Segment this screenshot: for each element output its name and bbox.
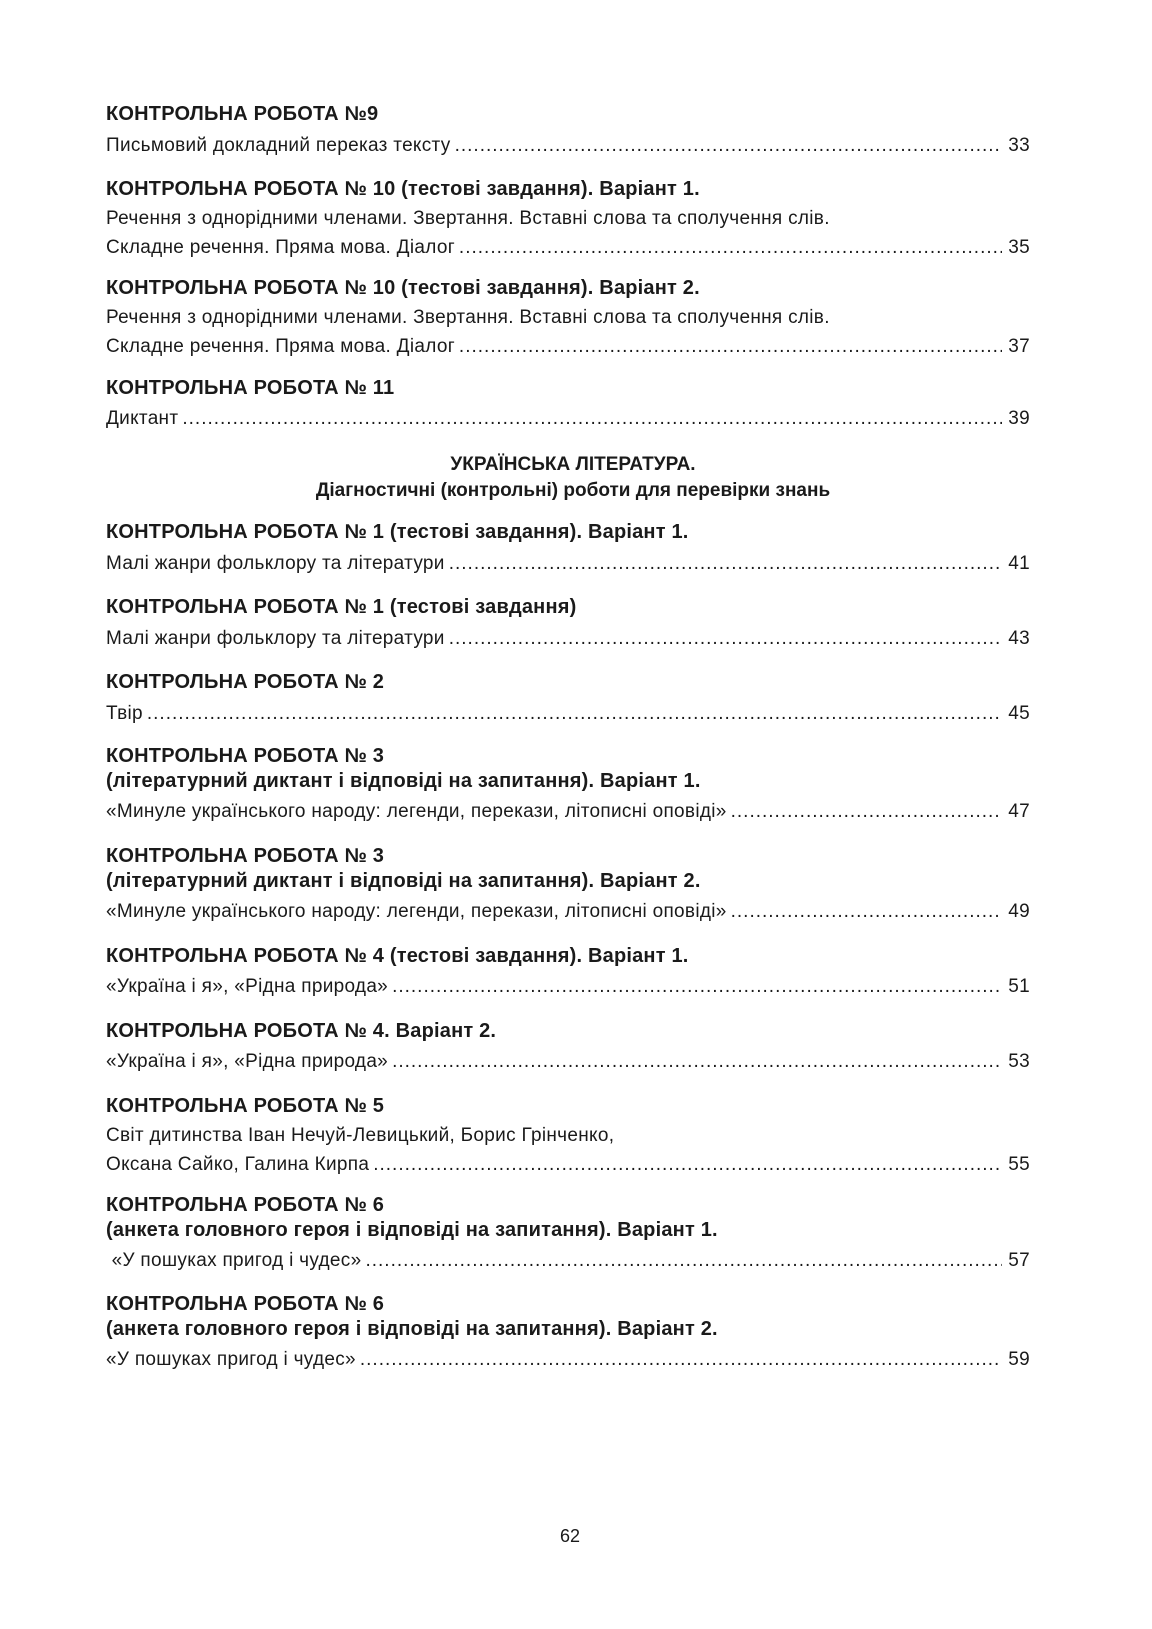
leader-dots bbox=[449, 624, 1002, 653]
entry-title: КОНТРОЛЬНА РОБОТА № 10 (тестові завдання). Варіант 1. bbox=[106, 178, 700, 200]
toc-entry bbox=[106, 376, 1030, 433]
toc-text: Малі жанри фольклору та літератури bbox=[106, 553, 445, 574]
toc-text: Оксана Сайко, Галина Кирпа bbox=[106, 1154, 370, 1175]
entry-title: КОНТРОЛЬНА РОБОТА № 11 bbox=[106, 377, 395, 399]
entry-line: Речення з однорідними членами. Звертання. Вставні слова та сполучення слів. bbox=[106, 208, 830, 229]
entry-title: КОНТРОЛЬНА РОБОТА №9 bbox=[106, 103, 379, 125]
toc-text: Складне речення. Пряма мова. Діалог bbox=[106, 336, 455, 357]
toc-text: «У пошуках пригод і чудес» bbox=[106, 1250, 362, 1271]
entry-title: КОНТРОЛЬНА РОБОТА № 4 (тестові завдання). Варіант 1. bbox=[106, 945, 689, 967]
toc-entry bbox=[106, 177, 1030, 262]
entry-title: КОНТРОЛЬНА РОБОТА № 1 (тестові завдання). Варіант 1. bbox=[106, 521, 689, 543]
leader-dots bbox=[459, 332, 1002, 361]
toc-text: Диктант bbox=[106, 408, 179, 429]
section-subheading: Діагностичні (контрольні) роботи для перевірки знань bbox=[315, 480, 831, 501]
entry-title-cont: (анкета головного героя і відповіді на запитання). Варіант 2. bbox=[106, 1318, 718, 1340]
toc-line bbox=[106, 1345, 1030, 1374]
toc-text: Складне речення. Пряма мова. Діалог bbox=[106, 237, 455, 258]
toc-entry bbox=[106, 102, 1030, 160]
toc-page-number: 49 bbox=[1008, 901, 1030, 922]
leader-dots bbox=[449, 549, 1002, 578]
toc-entry bbox=[106, 1019, 1030, 1076]
toc-line bbox=[106, 332, 1030, 361]
entry-title: КОНТРОЛЬНА РОБОТА № 3 bbox=[106, 845, 385, 867]
entry-title: КОНТРОЛЬНА РОБОТА № 6 bbox=[106, 1194, 385, 1216]
toc-entry bbox=[106, 520, 1030, 578]
toc-page-number: 37 bbox=[1008, 336, 1030, 357]
entry-title-cont: (анкета головного героя і відповіді на запитання). Варіант 1. bbox=[106, 1219, 718, 1241]
leader-dots bbox=[459, 233, 1002, 262]
toc-line bbox=[106, 972, 1030, 1001]
toc-line bbox=[106, 549, 1030, 578]
entry-title-cont: (літературний диктант і відповіді на запитання). Варіант 2. bbox=[106, 870, 701, 892]
toc-entry bbox=[106, 944, 1030, 1001]
entry-title: КОНТРОЛЬНА РОБОТА № 1 (тестові завдання) bbox=[106, 596, 577, 618]
toc-line bbox=[106, 624, 1030, 653]
toc-page-number: 45 bbox=[1008, 703, 1030, 724]
leader-dots bbox=[392, 1047, 1002, 1076]
toc-entry bbox=[106, 744, 1030, 826]
toc-text: «У пошуках пригод і чудес» bbox=[106, 1349, 356, 1370]
entry-title: КОНТРОЛЬНА РОБОТА № 3 bbox=[106, 745, 385, 767]
leader-dots bbox=[731, 797, 1002, 826]
section-heading: УКРАЇНСЬКА ЛІТЕРАТУРА. bbox=[450, 454, 696, 475]
leader-dots bbox=[392, 972, 1002, 1001]
toc-line bbox=[106, 797, 1030, 826]
toc-page-number: 41 bbox=[1008, 553, 1030, 574]
toc-page-number: 39 bbox=[1008, 408, 1030, 429]
toc-page-number: 59 bbox=[1008, 1349, 1030, 1370]
section-header bbox=[106, 452, 1040, 504]
leader-dots bbox=[373, 1150, 1002, 1179]
entry-title: КОНТРОЛЬНА РОБОТА № 5 bbox=[106, 1095, 385, 1117]
toc-page-number: 43 bbox=[1008, 628, 1030, 649]
leader-dots bbox=[365, 1246, 1002, 1275]
toc-entry bbox=[106, 276, 1030, 361]
toc-text: Твір bbox=[106, 703, 143, 724]
entry-line: Речення з однорідними членами. Звертання. Вставні слова та сполучення слів. bbox=[106, 307, 830, 328]
toc-line bbox=[106, 404, 1030, 433]
toc-page-number: 51 bbox=[1008, 976, 1030, 997]
toc-entry bbox=[106, 844, 1030, 926]
leader-dots bbox=[182, 404, 1002, 433]
toc-line bbox=[106, 1047, 1030, 1076]
toc-page-number: 57 bbox=[1008, 1250, 1030, 1271]
toc-line bbox=[106, 131, 1030, 160]
toc-text: «Україна і я», «Рідна природа» bbox=[106, 1051, 389, 1072]
toc-page-number: 53 bbox=[1008, 1051, 1030, 1072]
toc-text: Письмовий докладний переказ тексту bbox=[106, 135, 451, 156]
entry-title: КОНТРОЛЬНА РОБОТА № 4. Варіант 2. bbox=[106, 1020, 497, 1042]
toc-entry bbox=[106, 1094, 1030, 1179]
toc-text: «Минуле українського народу: легенди, перекази, літописні оповіді» bbox=[106, 901, 727, 922]
toc-page-number: 33 bbox=[1008, 135, 1030, 156]
leader-dots bbox=[147, 699, 1002, 728]
toc-line bbox=[106, 897, 1030, 926]
toc-line bbox=[106, 233, 1030, 262]
toc-text: «Україна і я», «Рідна природа» bbox=[106, 976, 389, 997]
toc-line bbox=[106, 1246, 1030, 1275]
leader-dots bbox=[731, 897, 1002, 926]
entry-title: КОНТРОЛЬНА РОБОТА № 2 bbox=[106, 671, 385, 693]
toc-text: Малі жанри фольклору та літератури bbox=[106, 628, 445, 649]
toc-line bbox=[106, 1150, 1030, 1179]
toc-page-number: 35 bbox=[1008, 237, 1030, 258]
toc-page-number: 55 bbox=[1008, 1154, 1030, 1175]
entry-title-cont: (літературний диктант і відповіді на запитання). Варіант 1. bbox=[106, 770, 701, 792]
leader-dots bbox=[360, 1345, 1002, 1374]
toc-entry bbox=[106, 1292, 1030, 1374]
toc-entry bbox=[106, 595, 1030, 653]
entry-line: Світ дитинства Іван Нечуй-Левицький, Борис Грінченко, bbox=[106, 1125, 615, 1146]
entry-title: КОНТРОЛЬНА РОБОТА № 10 (тестові завдання). Варіант 2. bbox=[106, 277, 700, 299]
toc-entry bbox=[106, 1193, 1030, 1275]
entry-title: КОНТРОЛЬНА РОБОТА № 6 bbox=[106, 1293, 385, 1315]
toc-entry bbox=[106, 670, 1030, 728]
leader-dots bbox=[455, 131, 1002, 160]
page-number: 62 bbox=[559, 1526, 581, 1546]
toc-page-number: 47 bbox=[1008, 801, 1030, 822]
toc-text: «Минуле українського народу: легенди, перекази, літописні оповіді» bbox=[106, 801, 727, 822]
toc-line bbox=[106, 699, 1030, 728]
